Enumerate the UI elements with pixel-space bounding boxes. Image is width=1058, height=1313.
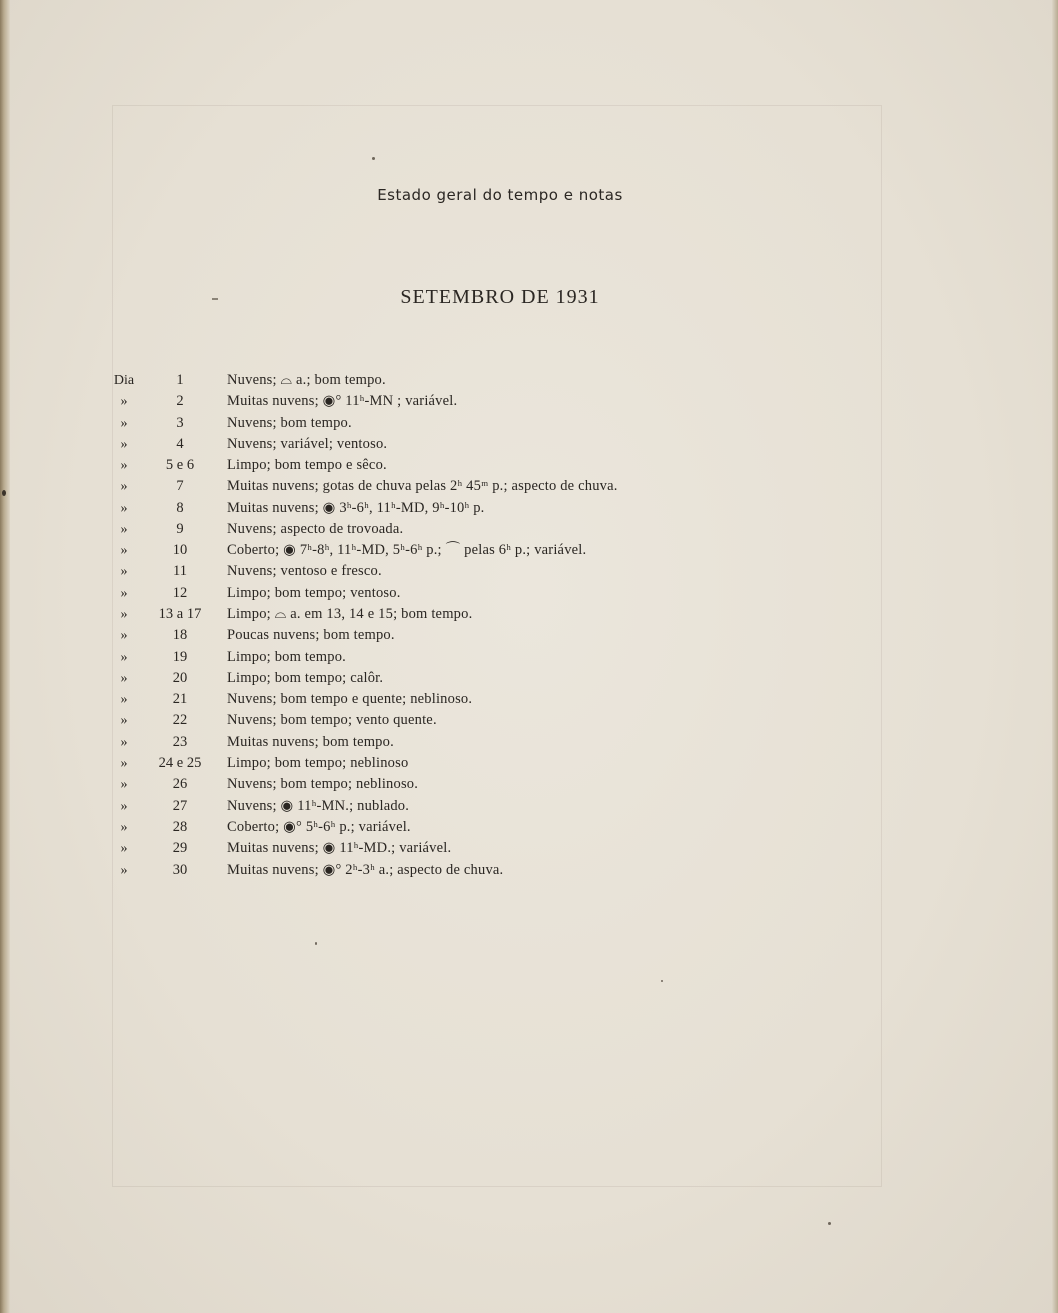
row-day: 7 (176, 478, 184, 494)
row-day: 20 (172, 670, 188, 686)
row-label: » (120, 543, 128, 558)
row-day: 5 e 6 (165, 457, 195, 473)
row-label: » (120, 394, 128, 409)
table-row (0, 540, 1000, 561)
row-note: Nuvens; ⌓ a.; bom tempo. (227, 372, 386, 388)
row-day: 28 (172, 819, 188, 835)
ink-speck (2, 490, 6, 496)
row-note: Nuvens; ventoso e fresco. (227, 563, 382, 579)
row-label: Dia (113, 373, 135, 388)
row-note: Nuvens; aspecto de trovoada. (227, 521, 404, 537)
table-row (0, 710, 1000, 731)
table-row (0, 391, 1000, 412)
row-label: » (120, 607, 128, 622)
row-label: » (120, 501, 128, 516)
row-label: » (120, 692, 128, 707)
row-note: Limpo; ⌓ a. em 13, 14 e 15; bom tempo. (227, 606, 473, 622)
row-day: 18 (172, 627, 188, 643)
row-day: 22 (172, 712, 188, 728)
table-row (0, 774, 1000, 795)
row-day: 2 (176, 393, 184, 409)
month-title: SETEMBRO DE 1931 (400, 286, 600, 308)
table-row (0, 668, 1000, 689)
table-row (0, 455, 1000, 476)
table-row (0, 583, 1000, 604)
row-label: » (120, 522, 128, 537)
row-label: » (120, 586, 128, 601)
table-row (0, 413, 1000, 434)
row-day: 3 (176, 415, 184, 431)
row-note: Nuvens; bom tempo. (227, 415, 352, 431)
row-label: » (120, 458, 128, 473)
row-label: » (120, 820, 128, 835)
row-label: » (120, 735, 128, 750)
row-day: 9 (176, 521, 184, 537)
row-label: » (120, 564, 128, 579)
ink-speck (315, 942, 317, 945)
row-label: » (120, 479, 128, 494)
row-day: 29 (172, 840, 188, 856)
table-row (0, 753, 1000, 774)
row-note: Poucas nuvens; bom tempo. (227, 627, 395, 643)
row-label: » (120, 437, 128, 452)
table-row (0, 498, 1000, 519)
ink-speck (372, 157, 375, 160)
row-day: 23 (172, 734, 188, 750)
row-note: Muitas nuvens; ◉° 2ʰ-3ʰ a.; aspecto de chuva. (227, 862, 504, 878)
table-row (0, 561, 1000, 582)
show-through-frame (112, 105, 882, 1187)
ink-speck (661, 980, 663, 982)
row-note: Limpo; bom tempo; ventoso. (227, 585, 401, 601)
row-note: Nuvens; ◉ 11ʰ-MN.; nublado. (227, 798, 410, 814)
row-day: 13 a 17 (158, 606, 202, 622)
table-row (0, 647, 1000, 668)
page-right-edge (1052, 0, 1058, 1313)
row-day: 24 e 25 (158, 755, 202, 771)
row-label: » (120, 713, 128, 728)
row-note: Nuvens; variável; ventoso. (227, 436, 388, 452)
table-row (0, 625, 1000, 646)
row-note: Limpo; bom tempo; calôr. (227, 670, 384, 686)
table-row (0, 732, 1000, 753)
row-day: 11 (173, 563, 187, 579)
row-label: » (120, 756, 128, 771)
row-day: 12 (172, 585, 188, 601)
table-row (0, 370, 1000, 391)
table-row (0, 689, 1000, 710)
row-day: 10 (172, 542, 188, 558)
row-note: Nuvens; bom tempo; neblinoso. (227, 776, 419, 792)
row-day: 21 (172, 691, 188, 707)
row-day: 26 (172, 776, 188, 792)
row-day: 4 (176, 436, 184, 452)
row-note: Nuvens; bom tempo e quente; neblinoso. (227, 691, 473, 707)
row-note: Coberto; ◉ 7ʰ-8ʰ, 11ʰ-MD, 5ʰ-6ʰ p.; ⌒ pelas 6ʰ p.; variável. (227, 542, 587, 558)
table-row (0, 519, 1000, 540)
row-day: 30 (172, 862, 188, 878)
table-row (0, 860, 1000, 881)
row-day: 8 (176, 500, 184, 516)
row-note: Muitas nuvens; ◉ 11ʰ-MD.; variável. (227, 840, 452, 856)
row-note: Limpo; bom tempo e sêco. (227, 457, 387, 473)
table-row (0, 476, 1000, 497)
table-row (0, 796, 1000, 817)
row-note: Muitas nuvens; gotas de chuva pelas 2ʰ 45ᵐ p.; aspecto de chuva. (227, 478, 618, 494)
row-note: Limpo; bom tempo. (227, 649, 346, 665)
row-day: 27 (172, 798, 188, 814)
table-row (0, 434, 1000, 455)
row-label: » (120, 628, 128, 643)
table-row (0, 838, 1000, 859)
row-note: Coberto; ◉° 5ʰ-6ʰ p.; variável. (227, 819, 411, 835)
row-label: » (120, 650, 128, 665)
row-note: Muitas nuvens; bom tempo. (227, 734, 394, 750)
row-note: Nuvens; bom tempo; vento quente. (227, 712, 437, 728)
row-label: » (120, 841, 128, 856)
row-label: » (120, 777, 128, 792)
row-label: » (120, 799, 128, 814)
row-day: 19 (172, 649, 188, 665)
table-row (0, 817, 1000, 838)
table-row (0, 604, 1000, 625)
row-label: » (120, 416, 128, 431)
row-label: » (120, 671, 128, 686)
row-label: » (120, 863, 128, 878)
row-day: 1 (176, 372, 184, 388)
row-note: Muitas nuvens; ◉° 11ʰ-MN ; variável. (227, 393, 458, 409)
section-heading: Estado geral do tempo e notas (377, 186, 623, 204)
row-note: Limpo; bom tempo; neblinoso (227, 755, 409, 771)
row-note: Muitas nuvens; ◉ 3ʰ-6ʰ, 11ʰ-MD, 9ʰ-10ʰ p. (227, 500, 485, 516)
ink-speck (828, 1222, 831, 1225)
